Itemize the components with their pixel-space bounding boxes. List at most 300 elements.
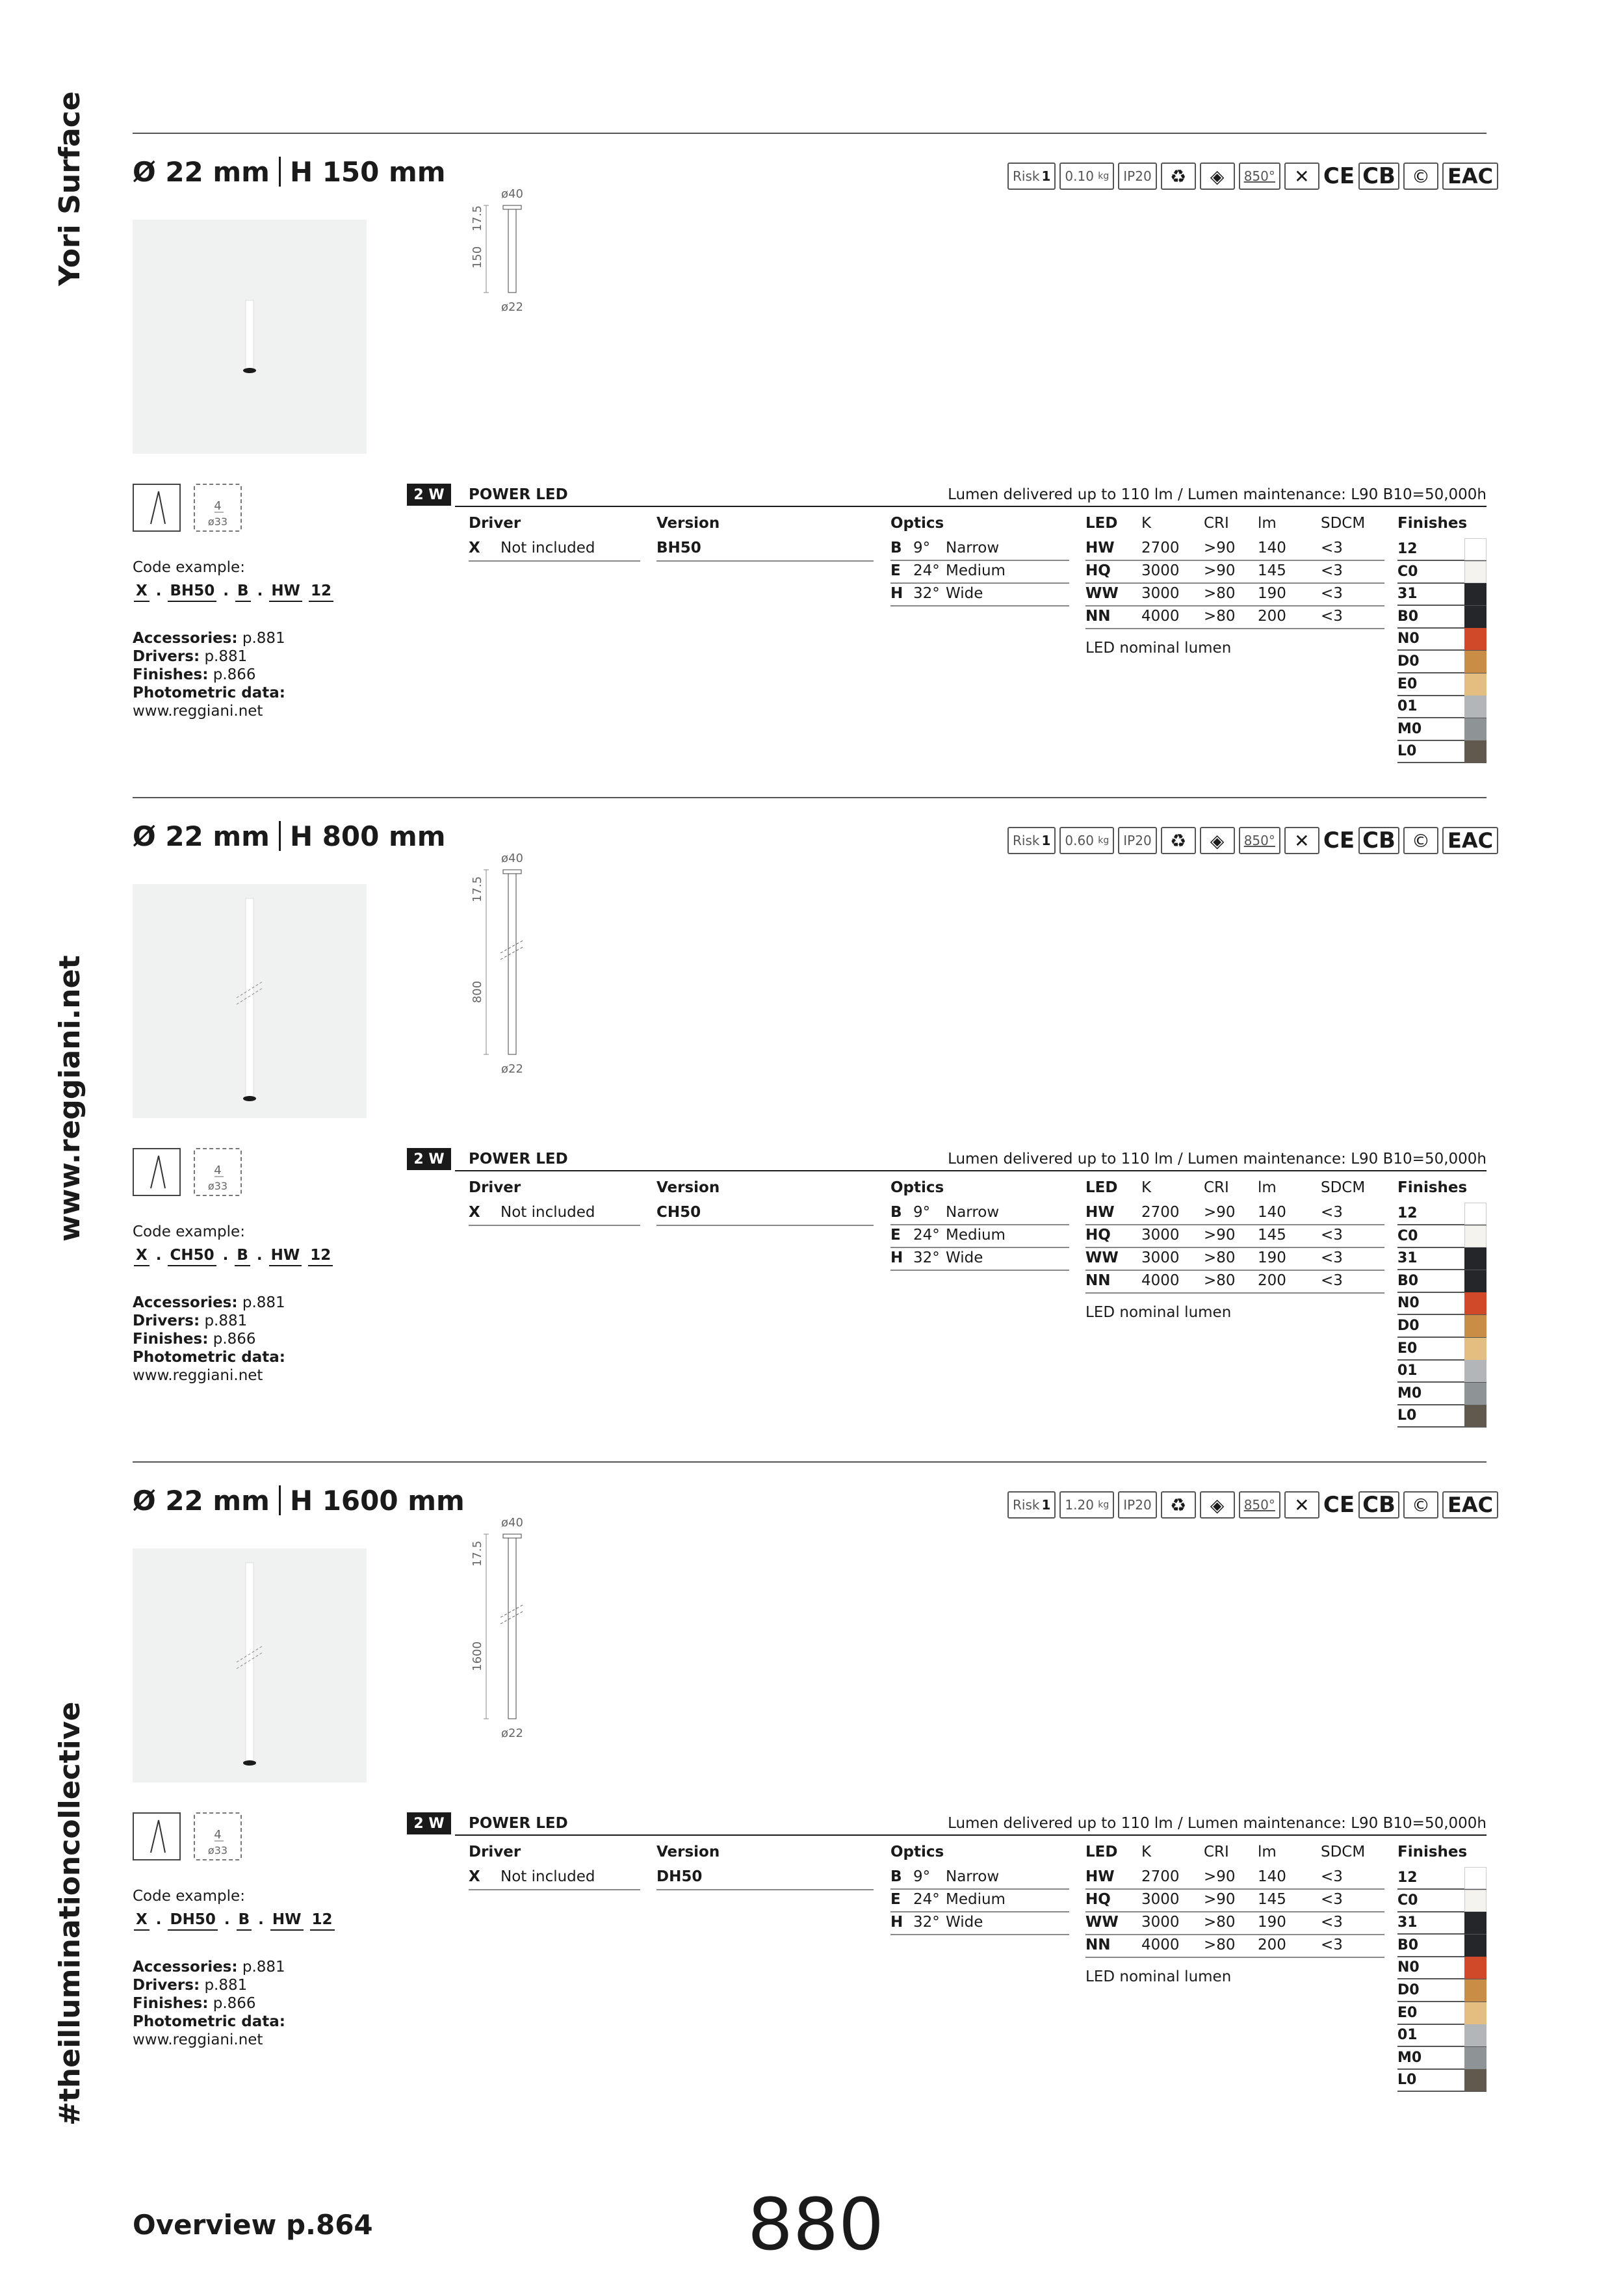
- finish-code: M0: [1397, 2049, 1422, 2066]
- finish-code: N0: [1397, 1295, 1420, 1312]
- optic-code: B: [890, 540, 902, 556]
- optic-underline: [890, 560, 1069, 561]
- finish-row[interactable]: [1397, 1383, 1487, 1405]
- driver-icon: ◈: [1200, 163, 1235, 190]
- finish-row[interactable]: [1397, 1360, 1487, 1383]
- finish-row[interactable]: [1397, 2069, 1487, 2092]
- hdr-cri: CRI: [1204, 1179, 1229, 1196]
- optic-name: Narrow: [946, 1868, 1000, 1885]
- power-badge: 2 W: [407, 484, 451, 506]
- led-k: 4000: [1141, 1937, 1180, 1953]
- code-example-label: Code example:: [133, 1888, 245, 1905]
- led-sdcm: <3: [1321, 562, 1343, 579]
- code-example-label: Code example:: [133, 1223, 245, 1240]
- finish-code: L0: [1397, 1407, 1417, 1424]
- led-lm: 145: [1258, 1227, 1286, 1244]
- led-underline: [1085, 1934, 1384, 1935]
- dim-geometry: [484, 870, 524, 1054]
- finish-row[interactable]: [1397, 1405, 1487, 1428]
- references: Accessories: p.881 Drivers: p.881 Finishes: p.866 Photometric data: www.reggiani.net: [133, 1959, 285, 2048]
- finish-code: E0: [1397, 675, 1418, 692]
- finish-code: 31: [1397, 586, 1418, 603]
- cutout-icon: 4 ø33: [194, 1812, 242, 1860]
- temperature-badge: 850°: [1239, 163, 1280, 190]
- product-photo: [133, 220, 367, 454]
- hdr-lm: lm: [1258, 515, 1277, 532]
- led-k: 3000: [1141, 1227, 1180, 1244]
- led-underline: [1085, 605, 1384, 607]
- ccc-mark-icon: ©: [1403, 1491, 1438, 1519]
- driver-code: X: [469, 1868, 480, 1885]
- references: Accessories: p.881 Drivers: p.881 Finishes: p.866 Photometric data: www.reggiani.net: [133, 630, 285, 720]
- lumen-info: Lumen delivered up to 110 lm / Lumen maintenance: L90 B10=50,000h: [948, 1151, 1487, 1168]
- hdr-k: K: [1141, 1844, 1152, 1860]
- finish-row[interactable]: [1397, 740, 1487, 763]
- led-k: 3000: [1141, 1914, 1180, 1931]
- finish-row[interactable]: [1397, 1912, 1487, 1935]
- optic-underline: [890, 1888, 1069, 1890]
- finish-code: 31: [1397, 1914, 1418, 1931]
- finish-code: E0: [1397, 2004, 1418, 2021]
- product-block-2: [0, 797, 1623, 1461]
- finish-row[interactable]: [1397, 1935, 1487, 1957]
- finish-row[interactable]: [1397, 2024, 1487, 2047]
- finish-swatch: [1464, 740, 1487, 763]
- hdr-finishes: Finishes: [1397, 1844, 1468, 1860]
- no-covering-icon: ✕: [1284, 163, 1319, 190]
- product-image: [133, 220, 367, 454]
- website-link[interactable]: www.reggiani.net: [133, 703, 263, 720]
- led-cri: >80: [1204, 585, 1236, 602]
- led-underline: [1085, 1270, 1384, 1271]
- driver-name: Not included: [500, 1868, 595, 1885]
- no-covering-icon: ✕: [1284, 1491, 1319, 1519]
- finish-swatch: [1464, 651, 1487, 673]
- finish-code: M0: [1397, 720, 1422, 737]
- optic-name: Medium: [946, 1227, 1006, 1244]
- led-lm: 145: [1258, 562, 1286, 579]
- driver-code: X: [469, 1204, 480, 1221]
- cutout-icon: 4 ø33: [194, 1148, 242, 1196]
- led-code: HQ: [1085, 1891, 1111, 1908]
- optic-name: Medium: [946, 562, 1006, 579]
- optic-name: Medium: [946, 1891, 1006, 1908]
- hdr-optics: Optics: [890, 515, 944, 532]
- dim-height-label: 800: [471, 980, 484, 1004]
- led-code: WW: [1085, 1914, 1119, 1931]
- led-sdcm: <3: [1321, 1868, 1343, 1885]
- led-cri: >90: [1204, 1204, 1236, 1221]
- finish-swatch: [1464, 1338, 1487, 1360]
- risk-badge: Risk 1: [1007, 1491, 1056, 1519]
- dimension-svg: [455, 849, 572, 1135]
- finish-row[interactable]: [1397, 583, 1487, 606]
- code-example: X . DH50 . B . HW 12: [134, 1911, 335, 1931]
- led-sdcm: <3: [1321, 1272, 1343, 1289]
- overview-link[interactable]: Overview p.864: [133, 2209, 373, 2241]
- led-k: 4000: [1141, 608, 1180, 625]
- led-k: 2700: [1141, 1204, 1180, 1221]
- led-cri: >90: [1204, 1227, 1236, 1244]
- finish-swatch: [1464, 1935, 1487, 1957]
- no-covering-icon: ✕: [1284, 827, 1319, 854]
- led-lm: 200: [1258, 1272, 1286, 1289]
- temperature-badge: 850°: [1239, 1491, 1280, 1519]
- finish-swatch: [1464, 673, 1487, 696]
- led-note: LED nominal lumen: [1085, 640, 1232, 657]
- version-code: BH50: [656, 540, 701, 556]
- references: Accessories: p.881 Drivers: p.881 Finishes: p.866 Photometric data: www.reggiani.net: [133, 1294, 285, 1384]
- finish-swatch: [1464, 1315, 1487, 1337]
- optic-code: B: [890, 1204, 902, 1221]
- optic-underline: [890, 605, 1069, 607]
- recycle-icon: ♻: [1161, 1491, 1196, 1519]
- weight-badge: 0.60 kg: [1059, 827, 1114, 854]
- recycle-icon: ♻: [1161, 827, 1196, 854]
- certification-icons: [1007, 827, 1498, 854]
- dim-bottom-label: ø22: [501, 1062, 523, 1076]
- divider: [133, 133, 1487, 134]
- finish-swatch: [1464, 1292, 1487, 1314]
- table-rule: [455, 506, 1487, 507]
- finish-code: B0: [1397, 1272, 1419, 1289]
- dim-cap-label: 17.5: [471, 1540, 484, 1567]
- power-led-label: POWER LED: [469, 1151, 568, 1168]
- led-lm: 145: [1258, 1891, 1286, 1908]
- led-cri: >90: [1204, 1868, 1236, 1885]
- led-underline: [1085, 1888, 1384, 1890]
- driver-name: Not included: [500, 540, 595, 556]
- finish-row[interactable]: [1397, 1979, 1487, 2002]
- risk-badge: Risk 1: [1007, 827, 1056, 854]
- driver-code: X: [469, 540, 480, 556]
- page-number: 880: [747, 2183, 884, 2266]
- finish-row[interactable]: [1397, 2047, 1487, 2070]
- finish-row[interactable]: [1397, 718, 1487, 741]
- ip-badge: IP20: [1118, 827, 1156, 854]
- optic-underline: [890, 1911, 1069, 1912]
- optic-name: Wide: [946, 1914, 983, 1931]
- finish-code: N0: [1397, 1959, 1420, 1976]
- website-link[interactable]: www.reggiani.net: [133, 2031, 263, 2048]
- code-example-label: Code example:: [133, 559, 245, 576]
- optic-underline: [890, 582, 1069, 584]
- hdr-sdcm: SDCM: [1321, 1179, 1366, 1196]
- svg-text:4: 4: [214, 499, 222, 513]
- led-cri: >80: [1204, 1914, 1236, 1931]
- finish-swatch: [1464, 1912, 1487, 1934]
- finish-code: B0: [1397, 608, 1419, 625]
- finish-swatch: [1464, 1270, 1487, 1292]
- product-title: Ø 22 mm H 1600 mm: [133, 1485, 465, 1517]
- optic-code: E: [890, 1227, 901, 1244]
- finish-code: C0: [1397, 563, 1418, 580]
- led-sdcm: <3: [1321, 1937, 1343, 1953]
- beam-icon: [133, 1148, 181, 1196]
- ip-badge: IP20: [1118, 1491, 1156, 1519]
- hdr-version: Version: [656, 1179, 720, 1196]
- dim-top-label: ø40: [501, 187, 523, 201]
- weight-badge: 0.10 kg: [1059, 163, 1114, 190]
- optic-deg: 32°: [913, 1914, 940, 1931]
- hdr-k: K: [1141, 1179, 1152, 1196]
- product-block-3: [0, 1461, 1623, 2126]
- hdr-sdcm: SDCM: [1321, 515, 1366, 532]
- finish-swatch: [1464, 696, 1487, 718]
- table-rule: [455, 1834, 1487, 1836]
- hdr-k: K: [1141, 515, 1152, 532]
- finish-row[interactable]: [1397, 538, 1487, 561]
- finish-swatch: [1464, 1867, 1487, 1889]
- weight-badge: 1.20 kg: [1059, 1491, 1114, 1519]
- finish-swatch: [1464, 1890, 1487, 1912]
- led-underline: [1085, 582, 1384, 584]
- led-underline: [1085, 1224, 1384, 1225]
- ce-mark: CE: [1323, 828, 1355, 854]
- finish-code: D0: [1397, 1318, 1420, 1334]
- dim-height-label: 1600: [471, 1641, 484, 1671]
- finish-row[interactable]: [1397, 696, 1487, 718]
- led-underline: [1085, 1292, 1384, 1294]
- finish-row[interactable]: [1397, 1247, 1487, 1270]
- risk-badge: Risk 1: [1007, 163, 1056, 190]
- optic-name: Narrow: [946, 1204, 1000, 1221]
- website-link[interactable]: www.reggiani.net: [133, 1367, 263, 1384]
- optic-deg: 24°: [913, 1891, 940, 1908]
- optic-deg: 24°: [913, 562, 940, 579]
- lumen-info: Lumen delivered up to 110 lm / Lumen maintenance: L90 B10=50,000h: [948, 486, 1487, 503]
- finish-swatch: [1464, 2069, 1487, 2091]
- led-lm: 200: [1258, 608, 1286, 625]
- finish-swatch: [1464, 1957, 1487, 1979]
- finish-row[interactable]: [1397, 1867, 1487, 1890]
- optic-deg: 32°: [913, 1249, 940, 1266]
- hdr-finishes: Finishes: [1397, 515, 1468, 532]
- driver-icon: ◈: [1200, 1491, 1235, 1519]
- optic-deg: 32°: [913, 585, 940, 602]
- finish-row[interactable]: [1397, 1957, 1487, 1979]
- version-code: DH50: [656, 1868, 703, 1885]
- finish-row[interactable]: [1397, 673, 1487, 696]
- led-code: HW: [1085, 1868, 1115, 1885]
- optic-code: E: [890, 1891, 901, 1908]
- optic-code: E: [890, 562, 901, 579]
- dim-bottom-label: ø22: [501, 300, 523, 314]
- led-k: 3000: [1141, 1891, 1180, 1908]
- dim-cap-label: 17.5: [471, 876, 484, 903]
- finish-row[interactable]: [1397, 1890, 1487, 1912]
- led-underline: [1085, 1911, 1384, 1912]
- eac-mark: EAC: [1442, 163, 1498, 190]
- driver-underline: [469, 1889, 640, 1890]
- finish-code: N0: [1397, 631, 1420, 647]
- finish-swatch: [1464, 1247, 1487, 1270]
- led-code: WW: [1085, 1249, 1119, 1266]
- optic-deg: 9°: [913, 1204, 931, 1221]
- hdr-led: LED: [1085, 1844, 1118, 1860]
- finish-row[interactable]: [1397, 1270, 1487, 1293]
- finish-swatch: [1464, 561, 1487, 583]
- table-rule: [455, 1170, 1487, 1171]
- finish-code: 01: [1397, 698, 1418, 715]
- finish-swatch: [1464, 1225, 1487, 1247]
- optic-code: H: [890, 585, 903, 602]
- led-underline: [1085, 1247, 1384, 1248]
- led-cri: >90: [1204, 540, 1236, 556]
- rod-body: [246, 1563, 253, 1763]
- power-badge: 2 W: [407, 1148, 451, 1170]
- optic-code: H: [890, 1914, 903, 1931]
- optic-deg: 24°: [913, 1227, 940, 1244]
- temperature-badge: 850°: [1239, 827, 1280, 854]
- hdr-version: Version: [656, 515, 720, 532]
- divider: [133, 1461, 1487, 1463]
- finish-row[interactable]: [1397, 1315, 1487, 1338]
- led-code: NN: [1085, 608, 1111, 625]
- cb-mark: CB: [1358, 163, 1399, 190]
- dimension-drawing: [455, 185, 572, 471]
- led-cri: >90: [1204, 562, 1236, 579]
- optic-deg: 9°: [913, 1868, 931, 1885]
- led-code: NN: [1085, 1272, 1111, 1289]
- rod-body: [246, 300, 253, 371]
- cb-mark: CB: [1358, 827, 1399, 854]
- finish-code: 12: [1397, 1205, 1418, 1221]
- beam-icon: [133, 1812, 181, 1860]
- finish-row[interactable]: [1397, 1203, 1487, 1225]
- hdr-led: LED: [1085, 515, 1118, 532]
- side-site: www.reggiani.net: [53, 955, 86, 1242]
- version-underline: [656, 1889, 874, 1890]
- finish-code: E0: [1397, 1340, 1418, 1357]
- svg-text:4: 4: [214, 1164, 222, 1177]
- led-lm: 190: [1258, 1914, 1286, 1931]
- finish-code: 31: [1397, 1250, 1418, 1267]
- led-cri: >90: [1204, 1891, 1236, 1908]
- optic-underline: [890, 1270, 1069, 1271]
- dim-top-label: ø40: [501, 1516, 523, 1530]
- code-example: X . CH50 . B . HW 12: [134, 1247, 333, 1266]
- side-family: Yori Surface: [53, 91, 86, 286]
- power-led-label: POWER LED: [469, 1815, 568, 1832]
- led-note: LED nominal lumen: [1085, 1304, 1232, 1321]
- version-code: CH50: [656, 1204, 701, 1221]
- hdr-driver: Driver: [469, 515, 521, 532]
- finish-code: 12: [1397, 1870, 1418, 1886]
- finish-row[interactable]: [1397, 2002, 1487, 2025]
- dimension-svg: [455, 185, 572, 471]
- finish-swatch: [1464, 2002, 1487, 2024]
- led-sdcm: <3: [1321, 585, 1343, 602]
- driver-icon: ◈: [1200, 827, 1235, 854]
- finish-code: M0: [1397, 1385, 1422, 1402]
- code-example: X . BH50 . B . HW 12: [134, 582, 333, 602]
- driver-underline: [469, 1225, 640, 1226]
- led-code: HQ: [1085, 562, 1111, 579]
- led-note: LED nominal lumen: [1085, 1968, 1232, 1985]
- hdr-driver: Driver: [469, 1179, 521, 1196]
- hdr-finishes: Finishes: [1397, 1179, 1468, 1196]
- dim-bottom-label: ø22: [501, 1727, 523, 1740]
- led-code: HW: [1085, 540, 1115, 556]
- led-lm: 140: [1258, 1868, 1286, 1885]
- led-cri: >80: [1204, 1937, 1236, 1953]
- finish-row[interactable]: [1397, 1338, 1487, 1361]
- hdr-version: Version: [656, 1844, 720, 1860]
- led-code: NN: [1085, 1937, 1111, 1953]
- driver-underline: [469, 560, 640, 562]
- power-led-label: POWER LED: [469, 486, 568, 503]
- hdr-optics: Optics: [890, 1179, 944, 1196]
- product-title: Ø 22 mm H 800 mm: [133, 820, 446, 852]
- eac-mark: EAC: [1442, 827, 1498, 854]
- finish-swatch: [1464, 1203, 1487, 1225]
- optic-underline: [890, 1934, 1069, 1935]
- finish-code: D0: [1397, 1982, 1420, 1998]
- side-tag: #theilluminationcollective: [53, 1701, 86, 2126]
- divider: [133, 797, 1487, 798]
- finish-swatch: [1464, 2024, 1487, 2046]
- led-k: 3000: [1141, 562, 1180, 579]
- finish-swatch: [1464, 583, 1487, 605]
- led-lm: 200: [1258, 1937, 1286, 1953]
- dimension-drawing: [455, 1513, 572, 1799]
- led-k: 2700: [1141, 540, 1180, 556]
- ip-badge: IP20: [1118, 163, 1156, 190]
- optic-code: H: [890, 1249, 903, 1266]
- optic-code: B: [890, 1868, 902, 1885]
- hdr-lm: lm: [1258, 1179, 1277, 1196]
- rod-lens: [243, 1760, 256, 1766]
- finish-swatch: [1464, 1383, 1487, 1405]
- recycle-icon: ♻: [1161, 163, 1196, 190]
- finish-swatch: [1464, 538, 1487, 560]
- finish-row[interactable]: [1397, 1225, 1487, 1248]
- hdr-cri: CRI: [1204, 515, 1229, 532]
- finish-code: C0: [1397, 1892, 1418, 1909]
- finish-row[interactable]: [1397, 628, 1487, 651]
- product-image: [133, 1548, 367, 1782]
- led-underline: [1085, 560, 1384, 561]
- optic-underline: [890, 1247, 1069, 1248]
- led-sdcm: <3: [1321, 608, 1343, 625]
- product-image: [133, 884, 367, 1118]
- driver-name: Not included: [500, 1204, 595, 1221]
- finish-row[interactable]: [1397, 651, 1487, 673]
- product-title: Ø 22 mm H 150 mm: [133, 156, 446, 188]
- hdr-driver: Driver: [469, 1844, 521, 1860]
- dim-height-label: 150: [471, 246, 484, 269]
- lumen-info: Lumen delivered up to 110 lm / Lumen maintenance: L90 B10=50,000h: [948, 1815, 1487, 1832]
- finish-code: 01: [1397, 2027, 1418, 2044]
- dimension-drawing: [455, 849, 572, 1135]
- led-sdcm: <3: [1321, 1204, 1343, 1221]
- eac-mark: EAC: [1442, 1491, 1498, 1519]
- product-photo: [133, 884, 367, 1118]
- finish-row[interactable]: [1397, 561, 1487, 584]
- finish-swatch: [1464, 1405, 1487, 1427]
- finish-row[interactable]: [1397, 1292, 1487, 1315]
- optic-underline: [890, 1224, 1069, 1225]
- led-cri: >80: [1204, 1272, 1236, 1289]
- optic-deg: 9°: [913, 540, 931, 556]
- optic-name: Narrow: [946, 540, 1000, 556]
- hdr-cri: CRI: [1204, 1844, 1229, 1860]
- led-underline: [1085, 1957, 1384, 1958]
- led-underline: [1085, 628, 1384, 629]
- led-k: 4000: [1141, 1272, 1180, 1289]
- finish-row[interactable]: [1397, 606, 1487, 629]
